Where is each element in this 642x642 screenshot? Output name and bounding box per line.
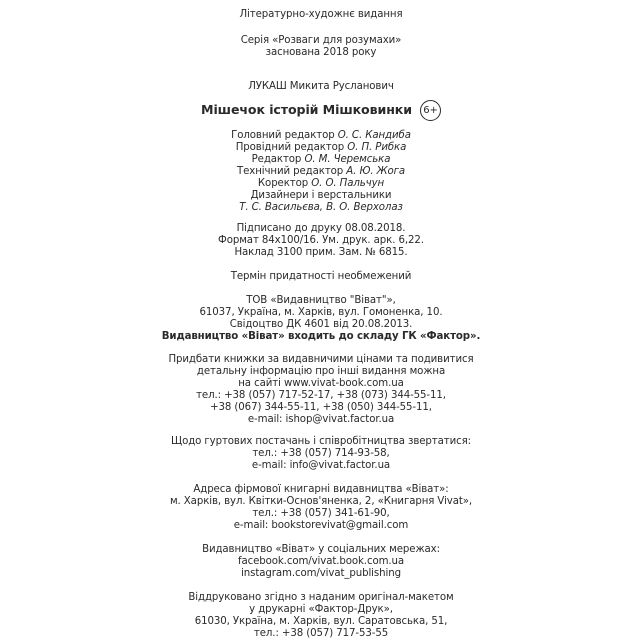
shop-phones: +38 (067) 344-55-11, +38 (050) 344-55-11, [210, 402, 432, 413]
credit-name: О. О. Пальчун [311, 178, 385, 189]
credit-name: О. М. Черемська [304, 154, 391, 165]
publisher-line: Свідоцтво ДК 4601 від 20.08.2013. [229, 319, 413, 330]
publisher-line: ТОВ «Видавництво "Віват"», [246, 295, 396, 306]
social-facebook: facebook.com/vivat.book.com.ua [237, 556, 405, 567]
print-info-line: Підписано до друку 08.08.2018. [236, 223, 406, 234]
shop-phones: тел.: +38 (057) 717-52-17, +38 (073) 344-55-11, [196, 390, 446, 401]
print-info-line: Формат 84x100/16. Ум. друк. арк. 6,22. [218, 235, 424, 246]
social-line: Видавництво «Віват» у соціальних мережах: [202, 544, 440, 555]
book-title-row [0, 100, 642, 121]
printer-phone: тел.: +38 (057) 717-53-55 [253, 628, 389, 639]
designers-names: Т. С. Васильєва, В. О. Верхолаз [239, 202, 403, 213]
social-instagram: instagram.com/vivat_publishing [241, 568, 401, 579]
wholesale-line: Щодо гуртових постачань і співробітництва звертатися: [171, 436, 471, 447]
bookstore-email: e-mail: bookstorevivat@gmail.com [233, 520, 409, 531]
credit-name: О. П. Рибка [347, 142, 407, 153]
credit-name: О. С. Кандиба [337, 130, 411, 141]
shop-website: на сайті www.vivat-book.com.ua [238, 378, 404, 389]
credit-role: Провідний редактор [235, 142, 345, 153]
series-name: Серія «Розваги для розумахи» [240, 35, 402, 46]
publisher-line: 61037, Україна, м. Харків, вул. Гомоненка, 10. [199, 307, 443, 318]
series-founded: заснована 2018 року [265, 47, 377, 58]
bookstore-line: Адреса фірмової книгарні видавництва «Віват»: [193, 484, 449, 495]
wholesale-email: e-mail: info@vivat.factor.ua [251, 460, 391, 471]
genre-label: Літературно-художнє видання [239, 9, 403, 20]
shop-email: e-mail: ishop@vivat.factor.ua [247, 414, 395, 425]
author-name: ЛУКАШ Микита Русланович [248, 81, 394, 92]
credit-name: А. Ю. Жога [346, 166, 406, 177]
publisher-group: Видавництво «Віват» входить до складу ГК «Фактор». [161, 331, 481, 342]
bookstore-phone: тел.: +38 (057) 341-61-90, [252, 508, 390, 519]
shelf-life: Термін придатності необмежений [230, 271, 412, 282]
printer-line: Віддруковано згідно з наданим оригінал-макетом [188, 592, 454, 603]
designers-role: Дизайнери і верстальники [250, 190, 392, 201]
print-info-line: Наклад 3100 прим. Зам. № 6815. [234, 247, 408, 258]
printer-line: у друкарні «Фактор-Друк», [249, 604, 393, 615]
credit-role: Головний редактор [231, 130, 335, 141]
credit-role: Коректор [257, 178, 309, 189]
age-rating-badge: 6+ [420, 100, 441, 121]
shop-line: Придбати книжки за видавничими цінами та подивитися [168, 354, 474, 365]
credit-role: Технічний редактор [236, 166, 344, 177]
shop-line: детальну інформацію про інші видання можна [196, 366, 446, 377]
credit-role: Редактор [251, 154, 302, 165]
book-title: Мішечок історій Мішковинки [201, 102, 412, 117]
wholesale-phone: тел.: +38 (057) 714-93-58, [252, 448, 390, 459]
bookstore-address: м. Харків, вул. Квітки-Основ'яненка, 2, «Книгарня Vivat», [169, 496, 473, 507]
printer-address: 61030, Україна, м. Харків, вул. Саратовська, 51, [194, 616, 448, 627]
